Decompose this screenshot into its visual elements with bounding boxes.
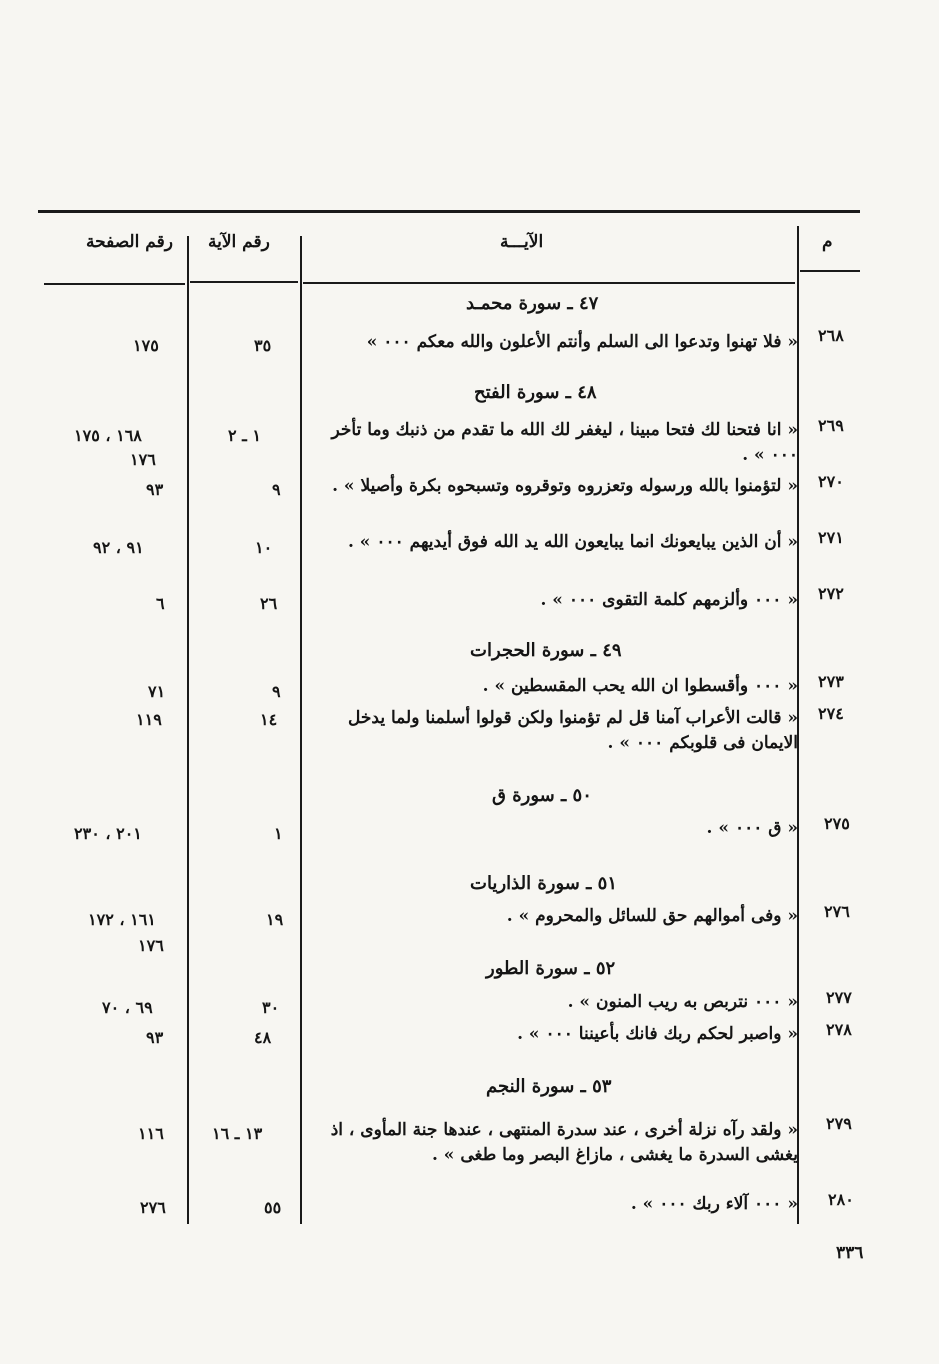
ayah-number: ٢٦ [260, 594, 278, 613]
row-number: ٢٦٩ [818, 416, 844, 435]
page-number: ٩٣ [146, 480, 164, 499]
page-number: ٢٧٦ [140, 1198, 166, 1217]
ayah-number: ٥٥ [264, 1198, 282, 1217]
verse-text: « لتؤمنوا بالله ورسوله وتعزروه وتوقروه وتسبحوه بكرة وأصيلا » . [332, 476, 798, 496]
verse-text: « ٠٠٠ وألزمهم كلمة التقوى ٠٠٠ » . [540, 590, 798, 610]
verse-text: « ٠٠٠ نتربص به ريب المنون » . [567, 992, 798, 1012]
page-number: ١١٩ [136, 710, 162, 729]
row-number: ٢٧٤ [818, 704, 844, 723]
row-number: ٢٧٩ [826, 1114, 852, 1133]
ayah-number: ١٤ [260, 710, 278, 729]
header-underline-m [800, 270, 860, 272]
page-folio-number: ٣٣٦ [836, 1243, 864, 1263]
header-m: م [822, 232, 833, 252]
column-divider-middle [300, 236, 302, 1224]
page-number: ٦٩ ، ٧٠ [102, 998, 153, 1017]
header-underline-ayah [303, 282, 795, 284]
row-number: ٢٧٣ [818, 672, 844, 691]
header-underline-ayah-num [190, 281, 298, 283]
row-number: ٢٨٠ [828, 1190, 854, 1209]
surah-heading: ٤٨ ـ سورة الفتح [474, 382, 597, 403]
verse-text: « فلا تهنوا وتدعوا الى السلم وأنتم الأعلون والله معكم ٠٠٠ » [366, 332, 798, 352]
verse-text: « أن الذين يبايعونك انما يبايعون الله يد الله فوق أيديهم ٠٠٠ » . [347, 532, 798, 552]
verse-text: « وفى أموالهم حق للسائل والمحروم » . [506, 906, 798, 926]
ayah-number: ٣٠ [262, 998, 280, 1017]
page-number: ١٧٦ [138, 936, 164, 955]
row-number: ٢٧٧ [826, 988, 852, 1007]
verse-text: « ق ٠٠٠ » . [706, 818, 798, 838]
page-number: ٧١ [148, 682, 166, 701]
ayah-number: ٤٨ [254, 1028, 272, 1047]
header-underline-page-num [44, 283, 185, 285]
surah-heading: ٤٩ ـ سورة الحجرات [470, 640, 622, 661]
page-number: ٩٣ [146, 1028, 164, 1047]
page-number: ٦ [156, 594, 165, 613]
ayah-number: ٩ [272, 682, 281, 701]
surah-heading: ٥٠ ـ سورة ق [492, 785, 592, 806]
surah-heading: ٥٣ ـ سورة النجم [486, 1076, 612, 1097]
ayah-number: ١ [274, 824, 283, 843]
verse-text: « ٠٠٠ وأقسطوا ان الله يحب المقسطين » . [482, 676, 798, 696]
page-number: ٩١ ، ٩٢ [93, 538, 144, 557]
row-number: ٢٧٦ [824, 902, 850, 921]
page-number: ١٧٦ [130, 450, 156, 469]
row-number: ٢٧٨ [826, 1020, 852, 1039]
header-ayah-number: رقم الآية [208, 232, 270, 252]
row-number: ٢٧١ [818, 528, 844, 547]
surah-heading: ٤٧ ـ سورة محمـد [466, 293, 599, 314]
ayah-number: ١ ـ ٢ [228, 426, 262, 445]
ayah-number: ٣٥ [254, 336, 272, 355]
ayah-number: ١٣ ـ ١٦ [212, 1124, 263, 1143]
header-ayah: الآيـــة [500, 232, 544, 252]
page-number: ١٦١ ، ١٧٢ [88, 910, 156, 929]
row-number: ٢٦٨ [818, 326, 844, 345]
header-page-number: رقم الصفحة [86, 232, 173, 252]
row-number: ٢٧٠ [818, 472, 844, 491]
verse-text: « ولقد رآه نزلة أخرى ، عند سدرة المنتهى ، عندها جنة المأوى ، اذ يغشى السدرة ما يغشى ، مازاغ البصر وما طغى » . [330, 1120, 798, 1165]
top-rule [38, 210, 860, 213]
page-number: ١٧٥ [133, 336, 159, 355]
verse-text: « واصبر لحكم ربك فانك بأعيننا ٠٠٠ » . [517, 1024, 798, 1044]
verse-text: « قالت الأعراب آمنا قل لم تؤمنوا ولكن قولوا أسلمنا ولما يدخل الايمان فى قلوبكم ٠٠٠ » . [348, 708, 798, 753]
verse-text: « انا فتحنا لك فتحا مبينا ، ليغفر لك الله ما تقدم من ذنبك وما تأخر ٠٠٠ » . [331, 420, 798, 465]
column-divider-left [187, 236, 189, 1224]
ayah-number: ١٠ [255, 538, 273, 557]
surah-heading: ٥١ ـ سورة الذاريات [470, 873, 617, 894]
page-number: ١٦٨ ، ١٧٥ [74, 426, 142, 445]
page-number: ١١٦ [138, 1124, 164, 1143]
ayah-number: ١٩ [266, 910, 284, 929]
ayah-number: ٩ [272, 480, 281, 499]
row-number: ٢٧٥ [824, 814, 850, 833]
row-number: ٢٧٢ [818, 584, 844, 603]
verse-text: « ٠٠٠ آلاء ربك ٠٠٠ » . [630, 1194, 798, 1214]
page-number: ٢٠١ ، ٢٣٠ [74, 824, 142, 843]
surah-heading: ٥٢ ـ سورة الطور [486, 958, 616, 979]
